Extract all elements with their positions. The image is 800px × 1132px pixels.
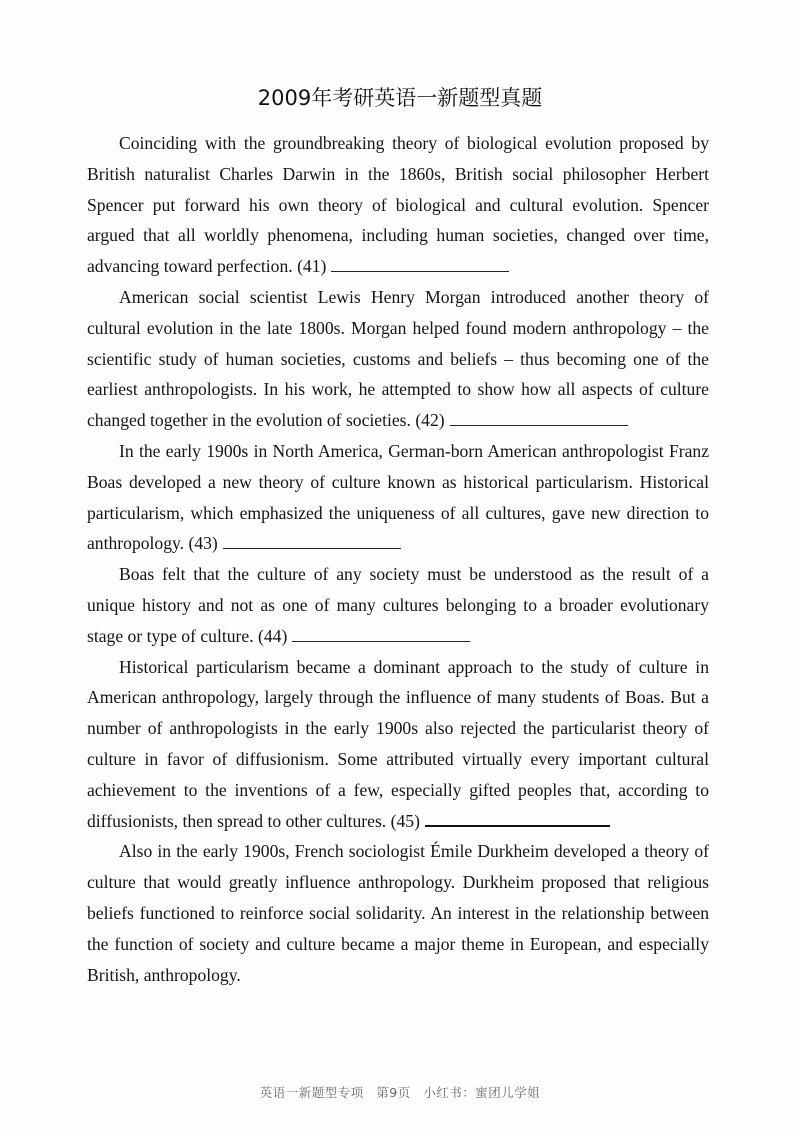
paragraph-2: [87, 282, 709, 436]
answer-blank-45: [425, 811, 610, 827]
paragraph-text: Boas felt that the culture of any society must be understood as the result of a unique history and not as one of many cultures belonging to a broader evolutionary stage or type of culture.: [87, 564, 709, 646]
answer-blank-43: [223, 534, 401, 549]
paragraph-text: In the early 1900s in North America, German-born American anthropologist Franz Boas developed a new theory of culture known as historical particularism. Historical particularism, which emphasized the uniqueness of all cultures, gave new direction to anthropology.: [87, 440, 709, 554]
paragraph-text: Historical particularism became a dominant approach to the study of culture in American anthropology, largely through the influence of many students of Boas. But a number of anthropologists in the early 1900s also rejected the particularist theory of culture in favor of diffusionism. Some attributed virtually every important cultural achievement to the inventions of a few, especially gifted peoples that, according to diffusionists, then spread to other cultures.: [87, 656, 709, 831]
blank-label-42: (42): [415, 410, 445, 431]
paragraph-text: Coinciding with the groundbreaking theory of biological evolution proposed by British naturalist Charles Darwin in the 1860s, British social philosopher Herbert Spencer put forward his own theory of biological and cultural evolution. Spencer argued that all worldly phenomena, including human societies, changed over time, advancing toward perfection.: [87, 133, 709, 277]
blank-label-41: (41): [297, 256, 327, 277]
blank-label-44: (44): [258, 625, 288, 646]
footer-section: 英语一新题型专项: [259, 1085, 364, 1100]
paragraph-text: American social scientist Lewis Henry Morgan introduced another theory of cultural evolution in the late 1800s. Morgan helped found modern anthropology – the scientific study of human societies, customs and beliefs – thus becoming one of the earliest anthropologists. In his work, he attempted to show how all aspects of culture changed together in the evolution of societies.: [87, 286, 709, 431]
paragraph-3: [87, 436, 709, 559]
blank-label-43: (43): [188, 533, 218, 554]
page-footer: [0, 1083, 800, 1101]
passage: [87, 128, 709, 990]
answer-blank-44: [292, 627, 470, 642]
footer-page-number: 第9页: [376, 1085, 411, 1100]
paragraph-6: [87, 836, 709, 990]
paragraph-text: Also in the early 1900s, French sociologist Émile Durkheim developed a theory of culture that would greatly influence anthropology. Durkheim proposed that religious beliefs functioned to reinforce social solidarity. An interest in the relationship between the function of society and culture became a major theme in European, and especially British, anthropology.: [87, 841, 709, 985]
footer-source: 小红书：蜜团儿学姐: [423, 1085, 541, 1100]
answer-blank-42: [450, 411, 628, 426]
page-title: 2009年考研英语一新题型真题: [257, 86, 543, 110]
paragraph-4: [87, 559, 709, 651]
paragraph-5: [87, 652, 709, 837]
blank-label-45: (45): [390, 810, 420, 831]
paragraph-1: [87, 128, 709, 282]
answer-blank-41: [331, 257, 509, 272]
